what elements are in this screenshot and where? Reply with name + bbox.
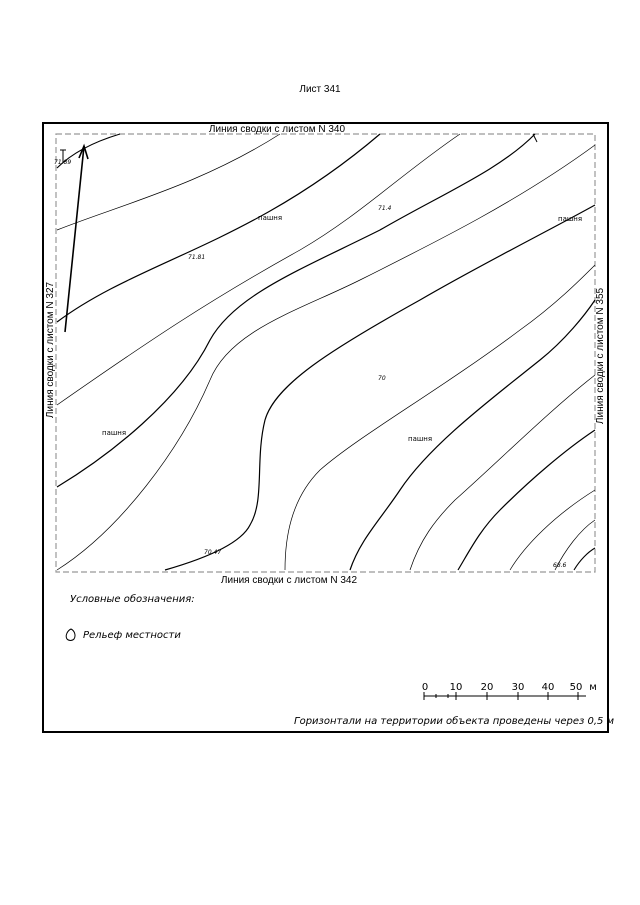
contour-line [57, 134, 380, 322]
scale-tick: 20 [480, 682, 494, 693]
relief-icon [65, 628, 77, 642]
contour-line [350, 300, 595, 570]
border-label-bottom: Линия сводки с листом N 342 [220, 575, 358, 586]
sheet-boundary [56, 134, 595, 572]
sheet-title: Лист 341 [299, 84, 341, 95]
contour-line [285, 265, 595, 570]
scale-bar [424, 692, 586, 700]
legend-title: Условные обозначения: [70, 594, 195, 605]
contour-label: 71.4 [378, 205, 392, 212]
border-label-left: Линия сводки с листом N 327 [45, 281, 56, 419]
footnote: Горизонтали на территории объекта проведены через 0,5 м [294, 716, 615, 727]
land-label: пашня [102, 429, 127, 437]
land-label: пашня [258, 214, 283, 222]
contour-line [165, 205, 595, 570]
scale-tick: 30 [511, 682, 525, 693]
scale-tick: 10 [449, 682, 463, 693]
land-label: пашня [408, 435, 433, 443]
contour-line [574, 548, 595, 570]
scale-tick: 40 [541, 682, 555, 693]
contour-line [57, 134, 460, 405]
scale-tick: 0 [421, 682, 429, 693]
legend-item-label: Рельеф местности [83, 629, 181, 641]
contour-label: 71.89 [54, 159, 72, 166]
contour-lines [57, 134, 595, 570]
border-label-top: Линия сводки с листом N 340 [208, 124, 346, 135]
contour-line [57, 134, 535, 487]
border-label-right: Линия сводки с листом N 355 [595, 287, 606, 425]
contour-label: 70 [378, 375, 386, 382]
contour-line [57, 145, 595, 570]
contour-line [57, 134, 283, 230]
legend-item [65, 628, 181, 642]
contour-label: 70.47 [204, 549, 222, 556]
scale-unit: м [589, 682, 597, 693]
land-label: пашня [558, 215, 583, 223]
scale-tick: 50 [569, 682, 583, 693]
contour-line [410, 375, 595, 570]
contour-label: 71.81 [188, 254, 206, 261]
survey-mark-icon [533, 134, 537, 142]
contour-line [458, 430, 595, 570]
contour-label: 68.6 [553, 562, 567, 569]
